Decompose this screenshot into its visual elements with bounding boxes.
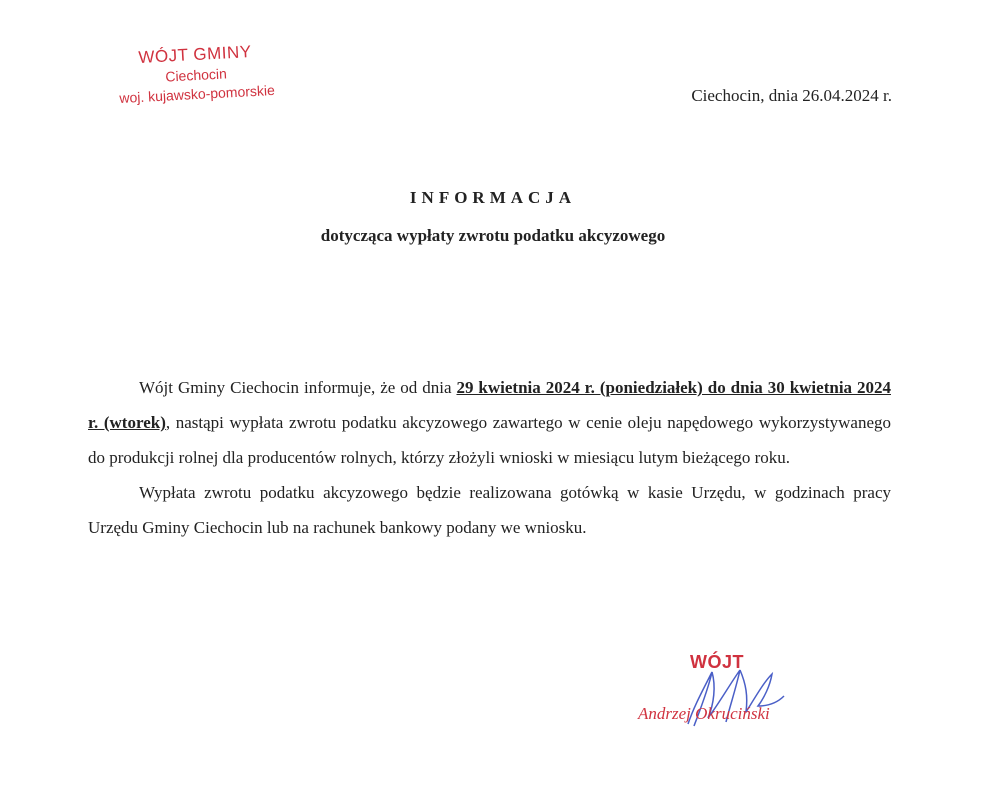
official-stamp [95,39,298,109]
payout-dates: 29 kwietnia 2024 r. (poniedziałek) do dnia 30 kwietnia 2024 r. (wtorek) [88,378,891,432]
document-body [88,370,891,545]
stamp-line-municipality: Ciechocin [164,65,228,85]
signature-block [620,652,820,732]
document-subtitle: dotycząca wypłaty zwrotu podatku akcyzowego [320,226,666,245]
stamp-line-province: woj. kujawsko-pomorskie [118,81,276,107]
document-date: Ciechocin, dnia 26.04.2024 r. [691,86,892,105]
paragraph-announcement-end: , nastąpi wypłata zwrotu podatku akcyzowego zawartego w cenie oleju napędowego wykorzystywanego do produkcji rolnej dla producentów rolnych, którzy złożyli wnioski w miesiącu lutym bieżącego roku. [88,413,892,467]
signatory-name: Andrzej Okruciński [638,704,770,723]
document-title: INFORMACJA [409,188,577,207]
stamp-line-office: WÓJT GMINY [137,42,253,67]
paragraph-announcement [88,370,891,475]
paragraph-announcement-start: Wójt Gminy Ciechocin informuje, że od dnia [139,378,457,397]
signature-title: WÓJT [690,652,744,672]
paragraph-payment-method: Wypłata zwrotu podatku akcyzowego będzie realizowana gotówką w kasie Urzędu, w godzinach pracy Urzędu Gminy Ciechocin lub na rachunek bankowy podany we wniosku. [88,483,891,537]
